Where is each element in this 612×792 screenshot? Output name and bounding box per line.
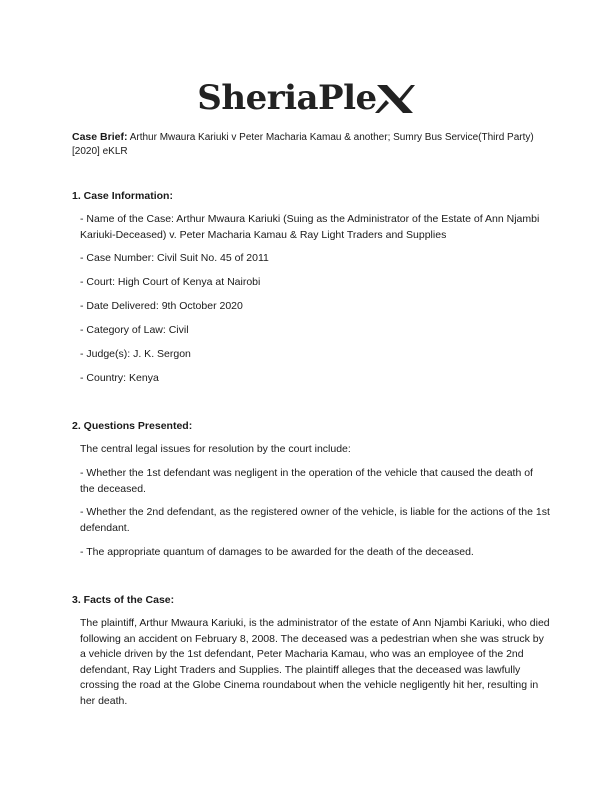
list-item-court: - Court: High Court of Kenya at Nairobi	[80, 276, 261, 288]
list-item-country: - Country: Kenya	[80, 372, 159, 384]
case-brief-label: Case Brief:	[72, 131, 128, 143]
case-brief	[72, 130, 542, 159]
list-item-date-delivered: - Date Delivered: 9th October 2020	[80, 300, 243, 312]
list-item-case-name: - Name of the Case: Arthur Mwaura Kariuki (Suing as the Administrator of the Estate of Ann Njambi Kariuki-Deceased) v. Peter Macharia Kamau & Ray Light Traders and Supplies	[80, 213, 540, 241]
case-brief-title: Arthur Mwaura Kariuki v Peter Macharia Kamau & another; Sumry Bus Service(Third Party) [2020] eKLR	[72, 132, 534, 157]
list-item-judges: - Judge(s): J. K. Sergon	[80, 348, 191, 360]
section-heading-questions-presented: 2. Questions Presented:	[72, 420, 193, 432]
section-heading-facts: 3. Facts of the Case:	[72, 594, 175, 606]
section-heading-case-information: 1. Case Information:	[72, 190, 173, 202]
list-item-question-liability: - Whether the 2nd defendant, as the registered owner of the vehicle, is liable for the actions of the 1st defendant.	[80, 506, 550, 534]
list-item-question-damages: - The appropriate quantum of damages to be awarded for the death of the deceased.	[80, 546, 474, 558]
logo-text: SheriaPle	[197, 78, 377, 118]
list-item-question-negligence: - Whether the 1st defendant was negligent in the operation of the vehicle that caused the death of the deceased.	[80, 467, 533, 495]
list-item-case-number: - Case Number: Civil Suit No. 45 of 2011	[80, 252, 269, 264]
sheriaplex-logo	[0, 74, 612, 122]
questions-intro: The central legal issues for resolution by the court include:	[80, 443, 351, 455]
facts-paragraph: The plaintiff, Arthur Mwaura Kariuki, is the administrator of the estate of Ann Njambi Kariuki, who died following an accident on February 8, 2008. The deceased was a pedestrian when she was struck by a vehicle driven by the 1st defendant, Peter Macharia Kamau, who was an employee of the 2nd defendant, Ray Light Traders and Supplies. The plaintiff alleges that the deceased was lawfully crossing the road at the Globe Cinema roundabout when the vehicle negligently hit her, resulting in her death.	[80, 617, 550, 707]
list-item-category: - Category of Law: Civil	[80, 324, 189, 336]
x-mark-icon	[375, 79, 415, 119]
